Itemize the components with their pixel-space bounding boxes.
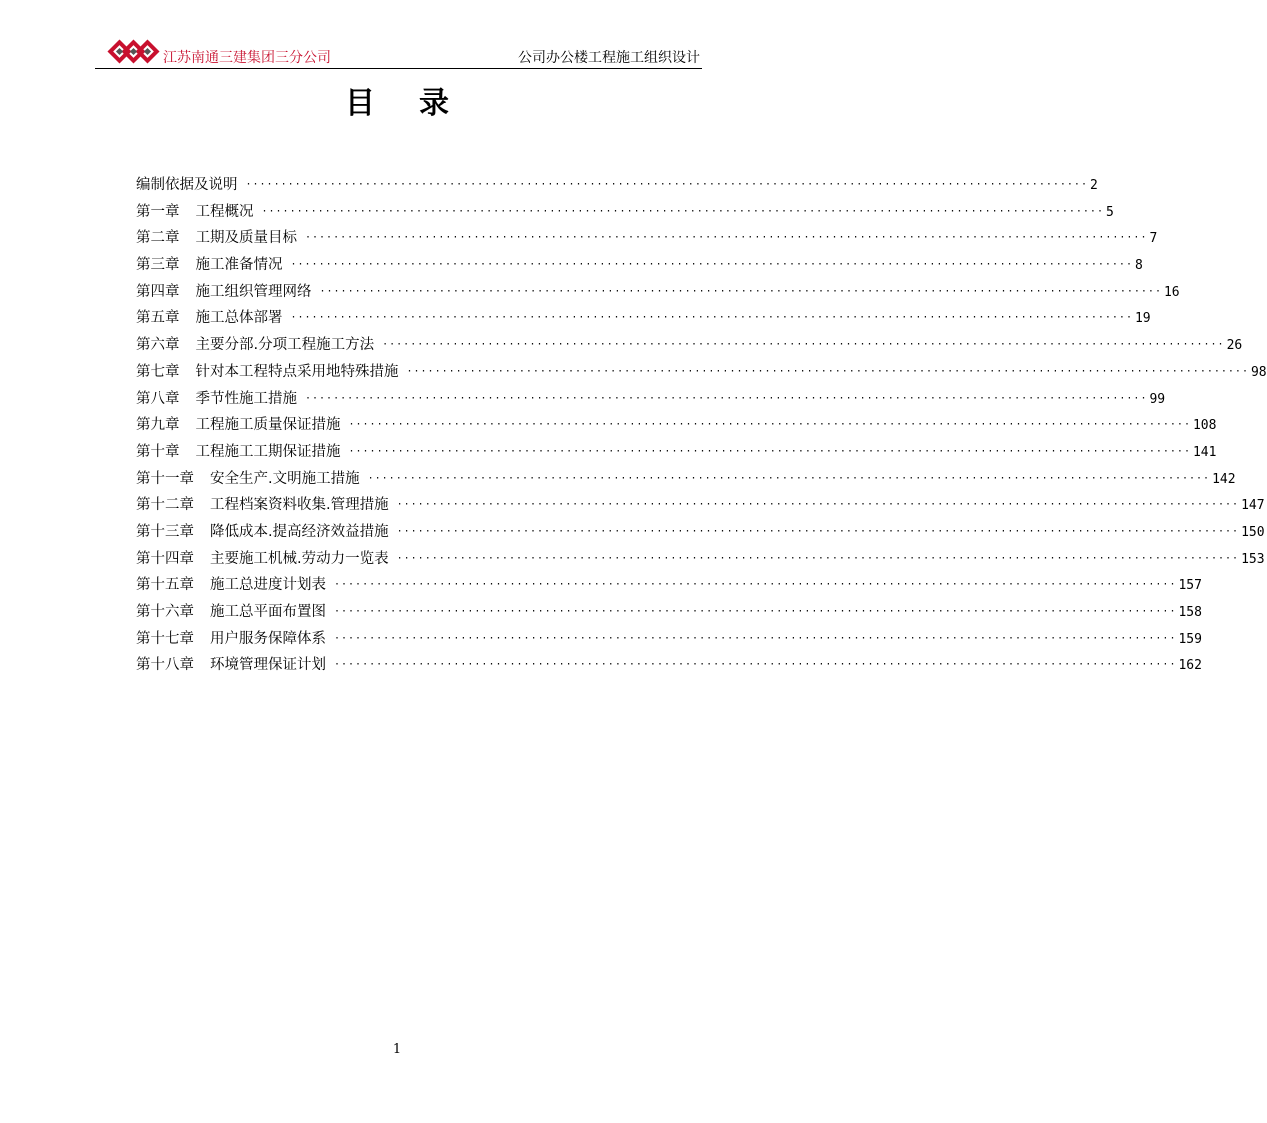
toc-chapter-label: 第九章 <box>136 417 180 434</box>
toc-page-number: 153 <box>1241 551 1265 567</box>
toc-page-number: 157 <box>1178 578 1202 594</box>
toc-dot-leader: ························································································································ <box>396 499 1240 511</box>
toc-entry-title: 施工组织管理网络 <box>195 283 312 300</box>
toc-entry-title: 工程施工质量保证措施 <box>195 417 341 434</box>
toc-chapter-label: 第十七章 <box>136 630 194 647</box>
toc-chapter-label: 第六章 <box>136 337 180 354</box>
toc-entry[interactable] <box>136 279 1180 306</box>
toc-page-number: 147 <box>1241 498 1265 514</box>
toc-entry[interactable] <box>136 626 1202 653</box>
toc-entry[interactable] <box>136 572 1202 599</box>
toc-page-number: 7 <box>1149 231 1158 247</box>
toc-dot-leader: ························································································································ <box>305 232 1148 244</box>
toc-entry-title: 针对本工程特点采用地特殊措施 <box>195 363 399 380</box>
toc-chapter-label: 第十六章 <box>136 604 194 620</box>
toc-dot-leader: ························································································································ <box>334 579 1177 591</box>
toc-page-number: 142 <box>1212 471 1236 487</box>
toc-entry-title: 施工总平面布置图 <box>210 604 326 620</box>
toc-chapter-label: 第十二章 <box>136 497 194 514</box>
page-header <box>95 38 702 69</box>
toc-chapter-label: 第十四章 <box>136 550 194 567</box>
toc-page-number: 98 <box>1250 364 1267 380</box>
toc-entry[interactable] <box>136 599 1202 626</box>
toc-chapter-label: 第五章 <box>136 310 180 327</box>
toc-entry[interactable] <box>136 652 1202 679</box>
toc-dot-leader: ························································································································ <box>396 525 1240 537</box>
toc-chapter-label: 第十八章 <box>136 657 194 674</box>
toc-entry[interactable] <box>136 492 1265 519</box>
toc-dot-leader: ························································································································ <box>290 259 1133 271</box>
toc-entry-title: 季节性施工措施 <box>195 390 297 407</box>
toc-page-number: 5 <box>1105 204 1114 220</box>
toc-page-number: 99 <box>1149 391 1166 407</box>
toc-dot-leader: ························································································································ <box>290 312 1133 324</box>
toc-entry-title: 施工总进度计划表 <box>210 577 326 594</box>
toc-entry[interactable] <box>136 359 1267 386</box>
toc-dot-leader: ························································································································ <box>305 392 1148 404</box>
toc-dot-leader: ························································································································ <box>261 205 1104 217</box>
toc-chapter-label: 第十章 <box>136 443 180 460</box>
toc-dot-leader: ························································································································ <box>396 552 1240 564</box>
toc-entry-title: 主要施工机械.劳动力一览表 <box>210 550 389 567</box>
toc-dot-leader: ························································································································ <box>367 472 1211 484</box>
toc-entry[interactable] <box>136 225 1158 252</box>
toc-page-number: 8 <box>1134 258 1143 274</box>
toc-dot-leader: ························································································································ <box>319 285 1162 297</box>
toc-entry[interactable] <box>136 199 1114 226</box>
toc-entry[interactable] <box>136 252 1143 279</box>
toc-entry[interactable] <box>136 412 1217 439</box>
toc-chapter-label: 第十一章 <box>136 470 194 487</box>
toc-chapter-label: 第七章 <box>136 363 180 380</box>
toc-chapter-label: 第二章 <box>136 230 180 247</box>
toc-entry[interactable] <box>136 172 1098 199</box>
toc-entry-title: 施工总体部署 <box>195 310 283 327</box>
toc-entry[interactable] <box>136 386 1166 413</box>
toc-entry[interactable] <box>136 546 1265 573</box>
toc-chapter-label: 第四章 <box>136 283 180 300</box>
page-number: 1 <box>392 1042 402 1057</box>
toc-chapter-label: 第十三章 <box>136 523 194 540</box>
toc-entry-title: 工程施工工期保证措施 <box>195 443 341 460</box>
toc-chapter-label: 第十五章 <box>136 577 194 594</box>
toc-entry-title: 用户服务保障体系 <box>210 630 326 647</box>
toc-entry-title: 编制依据及说明 <box>136 177 238 193</box>
toc-entry-title: 安全生产.文明施工措施 <box>210 470 360 487</box>
company-name: 江苏南通三建集团三分公司 <box>163 50 331 66</box>
toc-page-number: 108 <box>1192 418 1217 434</box>
toc-page-number: 19 <box>1134 311 1151 327</box>
toc-page-number: 158 <box>1178 605 1202 620</box>
toc-entry-title: 工程档案资料收集.管理措施 <box>210 497 389 514</box>
toc-page-number: 141 <box>1192 444 1217 460</box>
toc-page-number: 2 <box>1089 178 1098 193</box>
toc-entry-title: 工期及质量目标 <box>195 230 297 247</box>
toc-entry[interactable] <box>136 519 1265 546</box>
toc-page-number: 162 <box>1178 658 1202 674</box>
document-title-header: 公司办公楼工程施工组织设计 <box>518 50 700 66</box>
toc-page-number: 26 <box>1226 338 1243 354</box>
toc-chapter-label: 第三章 <box>136 257 180 274</box>
toc-entry[interactable] <box>136 305 1151 332</box>
toc-entry-title: 施工准备情况 <box>195 257 283 274</box>
toc-dot-leader: ························································································································ <box>245 179 1088 190</box>
toc-page-number: 159 <box>1178 631 1202 647</box>
toc-dot-leader: ························································································································ <box>406 365 1249 377</box>
toc-entry-title: 工程概况 <box>195 203 254 220</box>
toc-dot-leader: ························································································································ <box>348 419 1191 431</box>
toc-dot-leader: ························································································································ <box>348 445 1191 457</box>
toc-entry-title: 主要分部.分项工程施工方法 <box>195 337 375 354</box>
company-logo-icon <box>109 39 159 67</box>
toc-entry[interactable] <box>136 439 1217 466</box>
table-of-contents <box>136 172 1267 679</box>
toc-entry[interactable] <box>136 332 1243 359</box>
toc-dot-leader: ························································································································ <box>382 339 1225 351</box>
toc-page-number: 150 <box>1241 524 1265 540</box>
toc-entry[interactable] <box>136 466 1236 493</box>
toc-chapter-label: 第八章 <box>136 390 180 407</box>
toc-entry-title: 环境管理保证计划 <box>210 657 326 674</box>
toc-dot-leader: ························································································································ <box>334 659 1177 671</box>
toc-page-number: 16 <box>1163 284 1180 300</box>
toc-dot-leader: ························································································································ <box>334 632 1177 644</box>
toc-entry-title: 降低成本.提高经济效益措施 <box>210 523 389 540</box>
toc-chapter-label: 第一章 <box>136 203 180 220</box>
toc-heading: 目录 <box>345 86 493 121</box>
toc-dot-leader: ························································································································ <box>334 606 1177 617</box>
